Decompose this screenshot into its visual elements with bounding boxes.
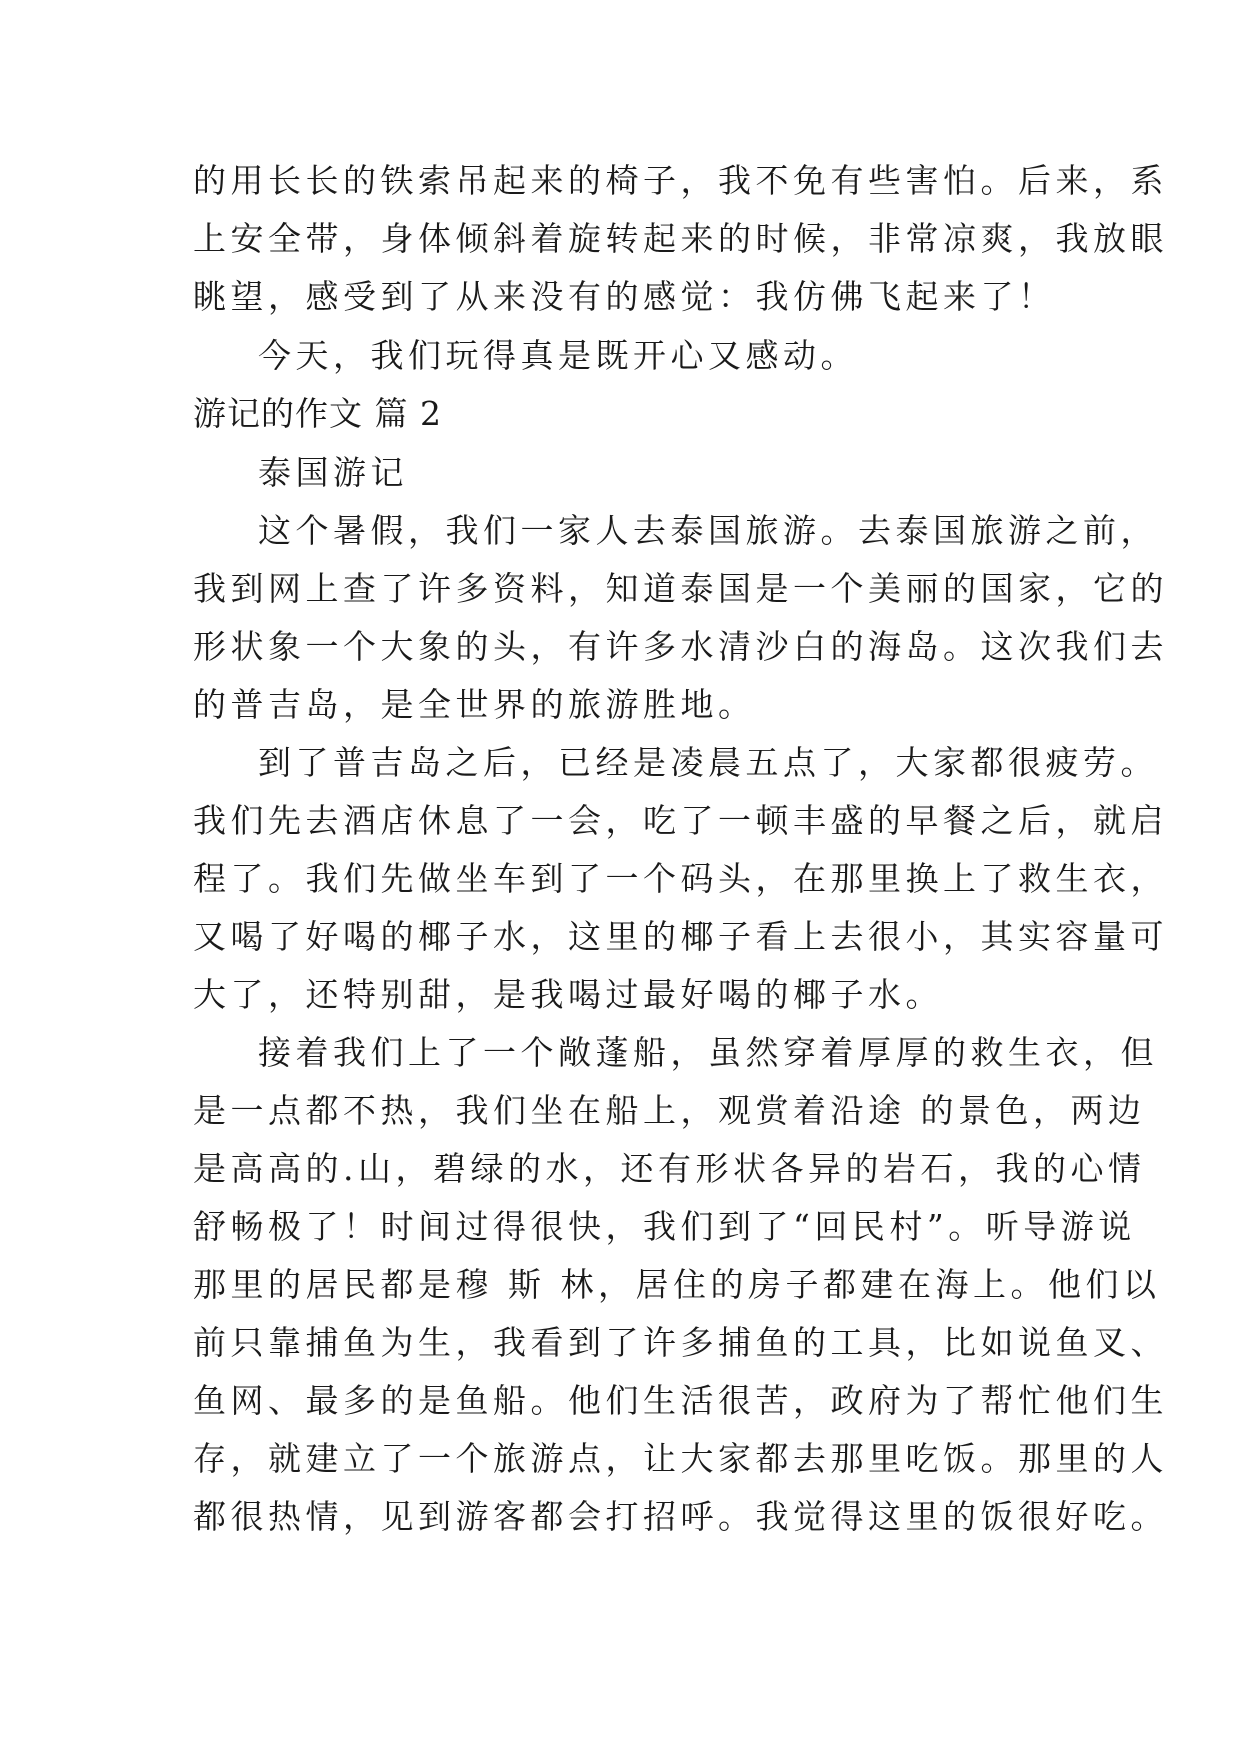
text-line: 是高高的.山，碧绿的水，还有形状各异的岩石，我的心情 [193, 1149, 1146, 1188]
article-title: 泰国游记 [258, 453, 408, 492]
text-line: 接着我们上了一个敞蓬船，虽然穿着厚厚的救生衣，但 [258, 1033, 1158, 1072]
text-line: 我到网上查了许多资料，知道泰国是一个美丽的国家，它的 [193, 569, 1168, 608]
text-line: 大了，还特别甜，是我喝过最好喝的椰子水。 [193, 975, 943, 1014]
text-line: 又喝了好喝的椰子水，这里的椰子看上去很小，其实容量可 [193, 917, 1168, 956]
text-line: 眺望，感受到了从来没有的感觉：我仿佛飞起来了！ [193, 277, 1056, 316]
text-line: 的普吉岛，是全世界的旅游胜地。 [193, 685, 756, 724]
text-line: 今天，我们玩得真是既开心又感动。 [258, 336, 858, 375]
text-line: 存，就建立了一个旅游点，让大家都去那里吃饭。那里的人 [193, 1439, 1168, 1478]
text-line: 都很热情，见到游客都会打招呼。我觉得这里的饭很好吃。 [193, 1497, 1168, 1536]
text-line: 的用长长的铁索吊起来的椅子，我不免有些害怕。后来，系 [193, 161, 1168, 200]
text-line: 上安全带，身体倾斜着旋转起来的时候，非常凉爽，我放眼 [193, 219, 1168, 258]
text-line: 这个暑假，我们一家人去泰国旅游。去泰国旅游之前， [258, 511, 1158, 550]
text-line: 到了普吉岛之后，已经是凌晨五点了，大家都很疲劳。 [258, 743, 1158, 782]
text-line: 我们先去酒店休息了一会，吃了一顿丰盛的早餐之后，就启 [193, 801, 1168, 840]
text-line: 前只靠捕鱼为生，我看到了许多捕鱼的工具，比如说鱼叉、 [193, 1323, 1168, 1362]
text-line: 那里的居民都是穆 斯 林，居住的房子都建在海上。他们以 [193, 1265, 1161, 1304]
text-line: 程了。我们先做坐车到了一个码头，在那里换上了救生衣， [193, 859, 1168, 898]
text-line: 是一点都不热，我们坐在船上，观赏着沿途 的景色，两边 [193, 1091, 1146, 1130]
section-heading: 游记的作文 篇 2 [193, 394, 442, 433]
text-line: 鱼网、最多的是鱼船。他们生活很苦，政府为了帮忙他们生 [193, 1381, 1168, 1420]
text-line: 形状象一个大象的头，有许多水清沙白的海岛。这次我们去 [193, 627, 1168, 666]
text-line: 舒畅极了！时间过得很快，我们到了“回民村”。听导游说 [193, 1207, 1136, 1246]
